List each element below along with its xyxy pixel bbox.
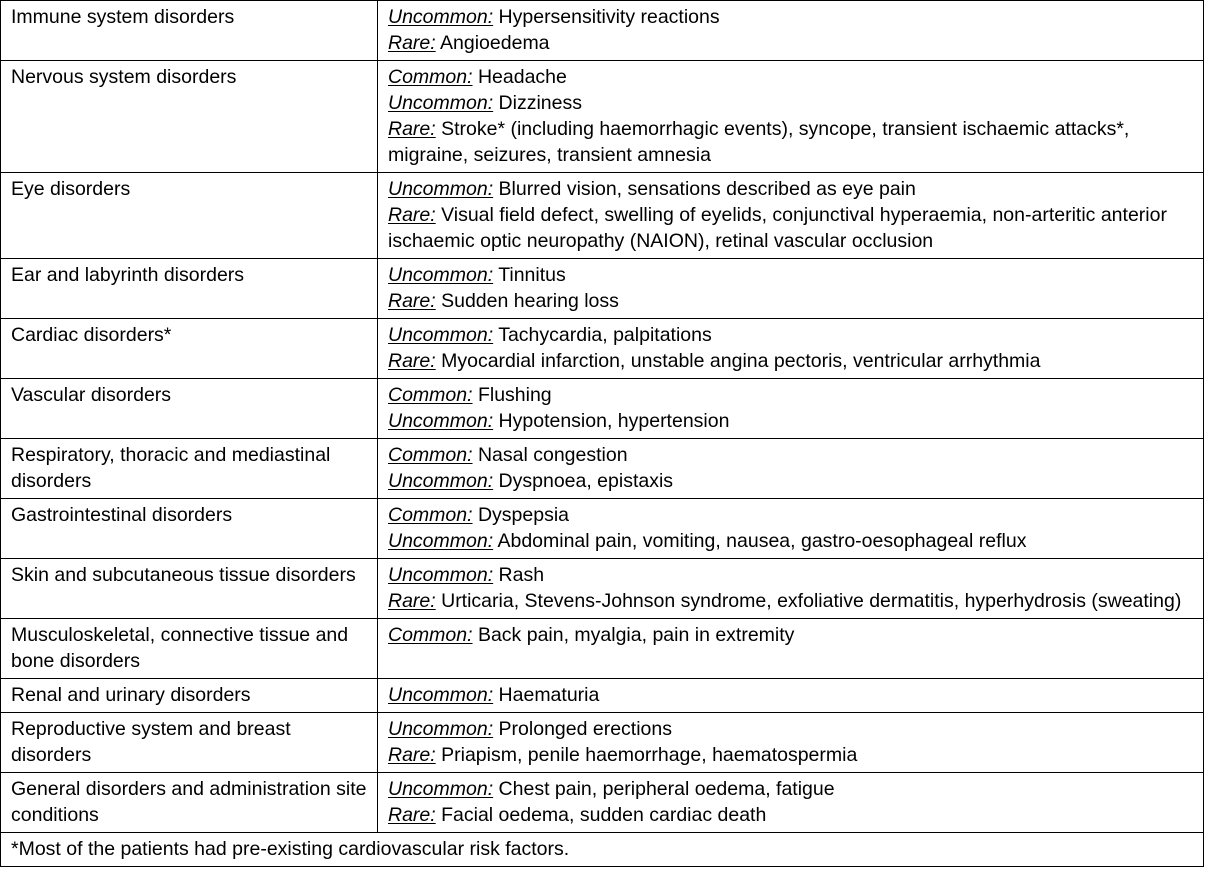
frequency-entry	[388, 30, 1195, 56]
adverse-effects-cell	[378, 439, 1204, 499]
frequency-label: Rare:	[388, 118, 436, 140]
adverse-effects-cell	[378, 319, 1204, 379]
adverse-effects-cell	[378, 61, 1204, 173]
frequency-entry	[388, 176, 1195, 202]
effect-text: Dyspnoea, epistaxis	[493, 470, 674, 492]
effect-text: Hypersensitivity reactions	[493, 6, 720, 28]
effect-text: Angioedema	[435, 32, 550, 54]
effect-text: Urticaria, Stevens-Johnson syndrome, exfoliative dermatitis, hyperhydrosis (sweating)	[435, 590, 1182, 612]
table-row	[1, 173, 1204, 259]
frequency-label: Common:	[388, 504, 473, 526]
adverse-effects-cell	[378, 1, 1204, 61]
table-row	[1, 259, 1204, 319]
table-row	[1, 499, 1204, 559]
frequency-entry	[388, 528, 1195, 554]
frequency-label: Uncommon:	[388, 470, 494, 492]
system-organ-class-cell: Renal and urinary disorders	[1, 679, 378, 713]
effect-text: Hypotension, hypertension	[493, 410, 730, 432]
effect-text: Rash	[493, 564, 545, 586]
adverse-effects-cell	[378, 173, 1204, 259]
table-row	[1, 319, 1204, 379]
adverse-effects-cell	[378, 619, 1204, 679]
frequency-label: Rare:	[388, 590, 436, 612]
adverse-effects-cell	[378, 259, 1204, 319]
frequency-label: Rare:	[388, 32, 436, 54]
table-row	[1, 61, 1204, 173]
table-row	[1, 559, 1204, 619]
footnote-row	[1, 833, 1204, 867]
table-row	[1, 1, 1204, 61]
adverse-effects-cell	[378, 559, 1204, 619]
frequency-entry	[388, 322, 1195, 348]
effect-text: Priapism, penile haemorrhage, haematospermia	[435, 744, 858, 766]
system-organ-class-cell: Ear and labyrinth disorders	[1, 259, 378, 319]
frequency-label: Rare:	[388, 290, 436, 312]
effect-text: Tinnitus	[493, 264, 566, 286]
adverse-effects-cell	[378, 773, 1204, 833]
effect-text: Prolonged erections	[493, 718, 672, 740]
table-row	[1, 773, 1204, 833]
frequency-label: Rare:	[388, 204, 436, 226]
adverse-effects-cell	[378, 499, 1204, 559]
frequency-entry	[388, 90, 1195, 116]
effect-text: Tachycardia, palpitations	[493, 324, 712, 346]
table-row	[1, 713, 1204, 773]
effect-text: Abdominal pain, vomiting, nausea, gastro-oesophageal reflux	[493, 530, 1027, 552]
effect-text: Sudden hearing loss	[435, 290, 619, 312]
adverse-effects-cell	[378, 679, 1204, 713]
system-organ-class-cell: Reproductive system and breast disorders	[1, 713, 378, 773]
frequency-entry	[388, 408, 1195, 434]
frequency-entry	[388, 4, 1195, 30]
frequency-label: Common:	[388, 384, 473, 406]
effect-text: Myocardial infarction, unstable angina pectoris, ventricular arrhythmia	[435, 350, 1041, 372]
frequency-label: Uncommon:	[388, 264, 494, 286]
effect-text: Flushing	[472, 384, 552, 406]
table-row	[1, 379, 1204, 439]
frequency-label: Rare:	[388, 804, 436, 826]
effect-text: Headache	[472, 66, 567, 88]
table-row	[1, 439, 1204, 499]
frequency-entry	[388, 348, 1195, 374]
frequency-entry	[388, 262, 1195, 288]
table-body	[1, 1, 1204, 867]
frequency-entry	[388, 682, 1195, 708]
system-organ-class-cell: Immune system disorders	[1, 1, 378, 61]
frequency-entry	[388, 802, 1195, 828]
effect-text: Visual field defect, swelling of eyelids, conjunctival hyperaemia, non-arteritic anterior ischaemic optic neuropathy (NAION), retinal vascular occlusion	[388, 204, 1167, 252]
adverse-effects-cell	[378, 379, 1204, 439]
frequency-entry	[388, 742, 1195, 768]
effect-text: Facial oedema, sudden cardiac death	[435, 804, 767, 826]
frequency-label: Uncommon:	[388, 564, 494, 586]
frequency-label: Uncommon:	[388, 178, 494, 200]
frequency-label: Uncommon:	[388, 718, 494, 740]
frequency-label: Uncommon:	[388, 530, 494, 552]
frequency-entry	[388, 502, 1195, 528]
frequency-label: Uncommon:	[388, 684, 494, 706]
frequency-entry	[388, 588, 1195, 614]
frequency-label: Rare:	[388, 350, 436, 372]
frequency-entry	[388, 622, 1195, 648]
frequency-label: Rare:	[388, 744, 436, 766]
system-organ-class-cell: Nervous system disorders	[1, 61, 378, 173]
footnote: *Most of the patients had pre-existing cardiovascular risk factors.	[1, 833, 1204, 867]
frequency-entry	[388, 442, 1195, 468]
frequency-entry	[388, 776, 1195, 802]
frequency-label: Uncommon:	[388, 410, 494, 432]
frequency-label: Common:	[388, 66, 473, 88]
table-row	[1, 619, 1204, 679]
effect-text: Nasal congestion	[472, 444, 628, 466]
frequency-entry	[388, 116, 1195, 168]
effect-text: Stroke* (including haemorrhagic events), syncope, transient ischaemic attacks*, migraine, seizures, transient amnesia	[388, 118, 1130, 166]
frequency-label: Uncommon:	[388, 92, 494, 114]
frequency-entry	[388, 468, 1195, 494]
system-organ-class-cell: Eye disorders	[1, 173, 378, 259]
effect-text: Blurred vision, sensations described as eye pain	[493, 178, 916, 200]
frequency-label: Common:	[388, 624, 473, 646]
frequency-entry	[388, 64, 1195, 90]
system-organ-class-cell: Musculoskeletal, connective tissue and bone disorders	[1, 619, 378, 679]
frequency-label: Uncommon:	[388, 324, 494, 346]
frequency-entry	[388, 562, 1195, 588]
system-organ-class-cell: Vascular disorders	[1, 379, 378, 439]
system-organ-class-cell: General disorders and administration site conditions	[1, 773, 378, 833]
table-row	[1, 679, 1204, 713]
system-organ-class-cell: Cardiac disorders*	[1, 319, 378, 379]
system-organ-class-cell: Skin and subcutaneous tissue disorders	[1, 559, 378, 619]
frequency-entry	[388, 716, 1195, 742]
frequency-entry	[388, 288, 1195, 314]
system-organ-class-cell: Gastrointestinal disorders	[1, 499, 378, 559]
frequency-label: Uncommon:	[388, 6, 494, 28]
system-organ-class-cell: Respiratory, thoracic and mediastinal disorders	[1, 439, 378, 499]
effect-text: Chest pain, peripheral oedema, fatigue	[493, 778, 835, 800]
effect-text: Dizziness	[493, 92, 582, 114]
frequency-label: Uncommon:	[388, 778, 494, 800]
effect-text: Haematuria	[493, 684, 600, 706]
effect-text: Back pain, myalgia, pain in extremity	[472, 624, 795, 646]
frequency-entry	[388, 382, 1195, 408]
effect-text: Dyspepsia	[472, 504, 569, 526]
adverse-effects-cell	[378, 713, 1204, 773]
frequency-label: Common:	[388, 444, 473, 466]
frequency-entry	[388, 202, 1195, 254]
